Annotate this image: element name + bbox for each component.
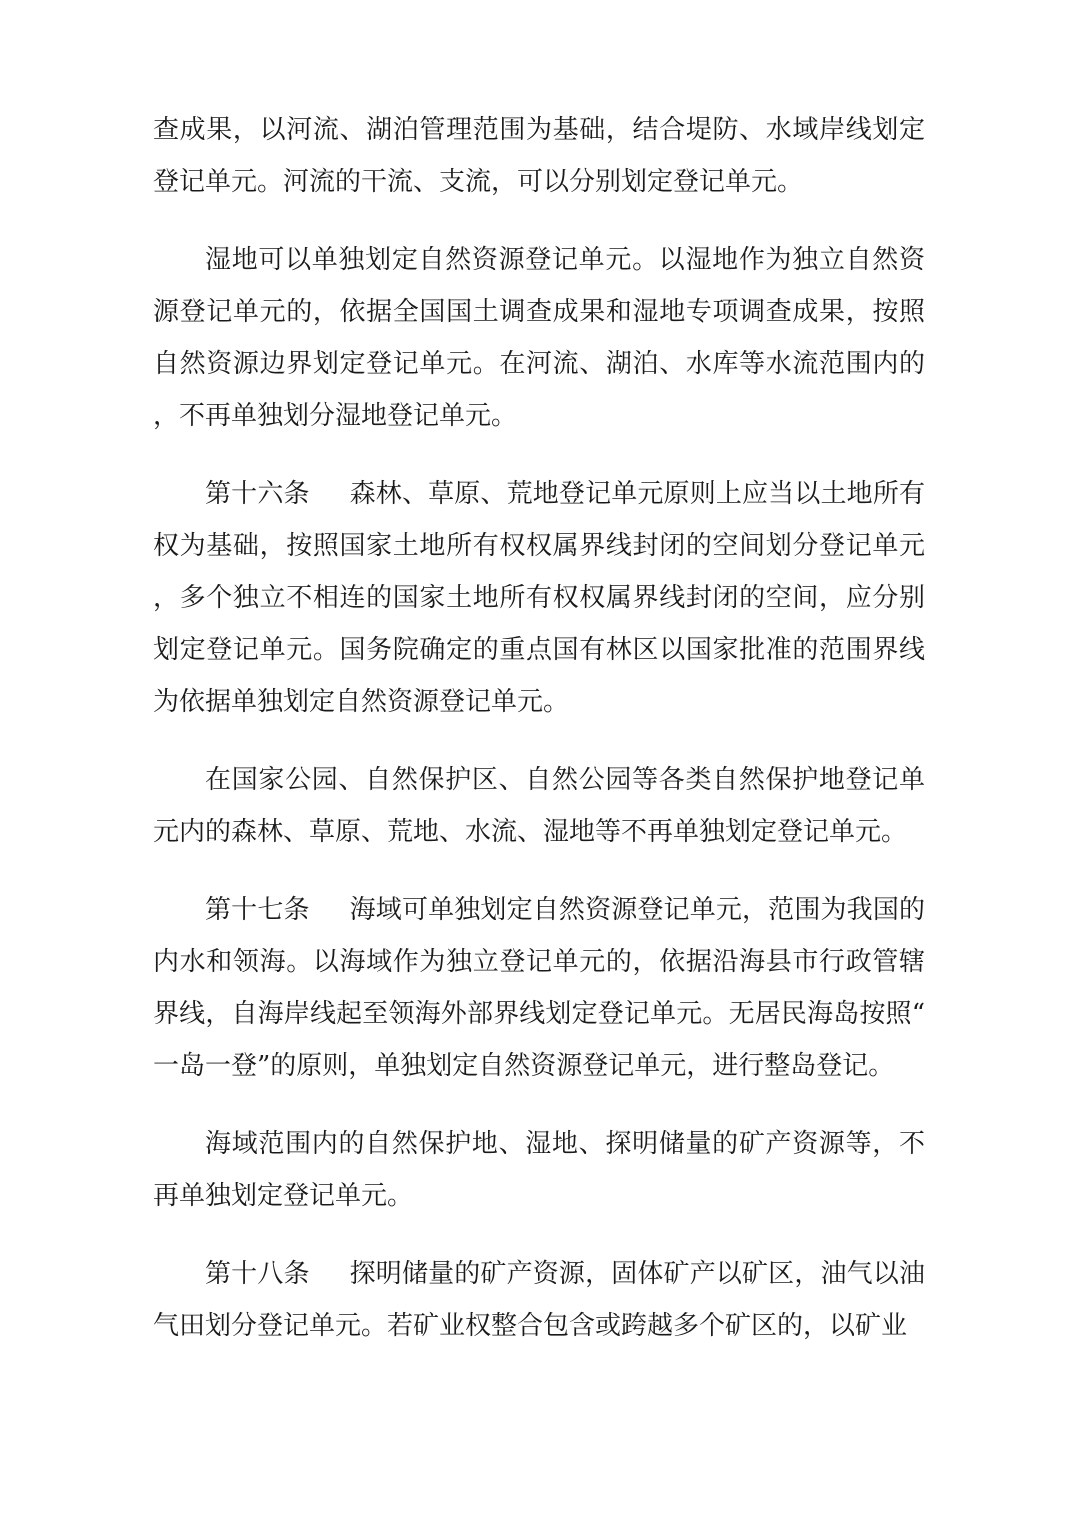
article-16-text: 森林、草原、荒地登记单元原则上应当以土地所有权为基础，按照国家土地所有权权属界线封闭的空间划分登记单元，多个独立不相连的国家土地所有权权属界线封闭的空间，应分别划定登记单元。国务院确定的重点国有林区以国家批准的范围界线为依据单独划定自然资源登记单元。 bbox=[153, 479, 925, 717]
paragraph-6 bbox=[153, 1118, 925, 1222]
article-16-number: 第十六条 bbox=[205, 479, 310, 509]
paragraph-2-text: 湿地可以单独划定自然资源登记单元。以湿地作为独立自然资源登记单元的，依据全国国土调查成果和湿地专项调查成果，按照自然资源边界划定登记单元。在河流、湖泊、水库等水流范围内的，不再单独划分湿地登记单元。 bbox=[153, 245, 925, 431]
document-body bbox=[153, 104, 925, 1378]
paragraph-2 bbox=[153, 234, 925, 442]
article-17-number: 第十七条 bbox=[205, 895, 310, 925]
article-18-number: 第十八条 bbox=[205, 1259, 310, 1289]
article-16-paragraph bbox=[153, 468, 925, 728]
paragraph-4 bbox=[153, 754, 925, 858]
article-17-text: 海域可单独划定自然资源登记单元，范围为我国的内水和领海。以海域作为独立登记单元的，依据沿海县市行政管辖界线，自海岸线起至领海外部界线划定登记单元。无居民海岛按照“一岛一登”的原则，单独划定自然资源登记单元，进行整岛登记。 bbox=[153, 895, 925, 1081]
article-17-paragraph bbox=[153, 884, 925, 1092]
paragraph-1-text: 查成果，以河流、湖泊管理范围为基础，结合堤防、水域岸线划定登记单元。河流的干流、支流，可以分别划定登记单元。 bbox=[153, 115, 925, 197]
paragraph-1 bbox=[153, 104, 925, 208]
article-18-paragraph bbox=[153, 1248, 925, 1352]
article-18-text: 探明储量的矿产资源，固体矿产以矿区，油气以油气田划分登记单元。若矿业权整合包含或跨越多个矿区的，以矿业 bbox=[153, 1259, 925, 1341]
paragraph-4-text: 在国家公园、自然保护区、自然公园等各类自然保护地登记单元内的森林、草原、荒地、水流、湿地等不再单独划定登记单元。 bbox=[153, 765, 925, 847]
paragraph-6-text: 海域范围内的自然保护地、湿地、探明储量的矿产资源等，不再单独划定登记单元。 bbox=[153, 1129, 925, 1211]
